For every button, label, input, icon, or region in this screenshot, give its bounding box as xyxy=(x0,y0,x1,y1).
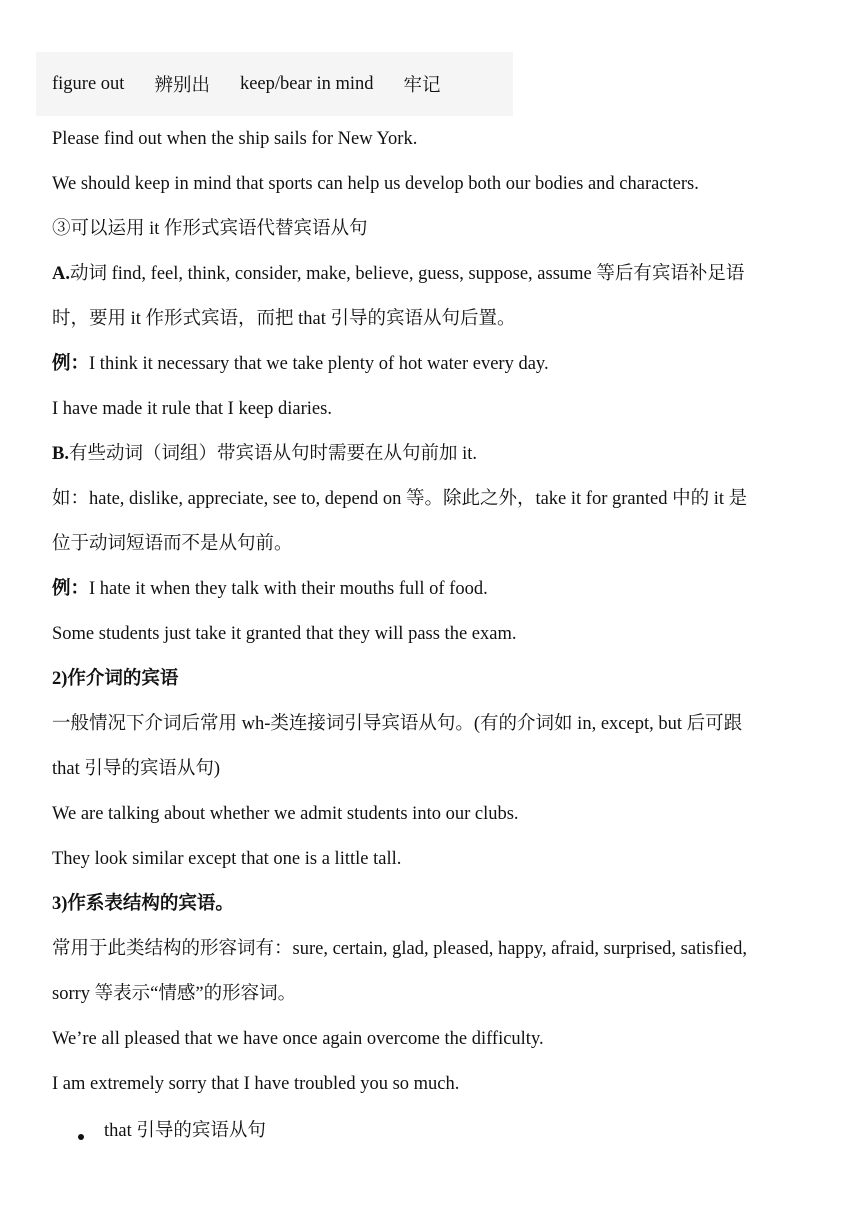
text-line xyxy=(52,667,822,691)
bold-label: 2)作介词的宾语 xyxy=(52,669,179,689)
text-line: ③可以运用 it 作形式宾语代替宾语从句 xyxy=(52,219,368,239)
bold-label: 3)作系表结构的宾语。 xyxy=(52,894,234,914)
text-line: 常用于此类结构的形容词有：sure, certain, glad, pleased, happy, afraid, surprised, satisfied, xyxy=(52,939,747,959)
text-line: 一般情况下介词后常用 wh-类连接词引导宾语从句。(有的介词如 in, except, but 后可跟 xyxy=(52,714,743,734)
text-line: We are talking about whether we admit students into our clubs. xyxy=(52,804,519,824)
text-line: We should keep in mind that sports can help us develop both our bodies and characters. xyxy=(52,174,699,194)
phrase-en-2: keep/bear in mind xyxy=(239,73,374,94)
text-line: 如：hate, dislike, appreciate, see to, depend on 等。除此之外，take it for granted 中的 it 是 xyxy=(52,489,748,509)
bold-label: 例： xyxy=(52,579,90,599)
phrase-en-1: figure out xyxy=(52,73,125,94)
bold-label: A. xyxy=(52,264,70,284)
text-line xyxy=(52,892,822,916)
text-line: 例：I hate it when they talk with their mouths full of food. xyxy=(52,579,488,599)
bullet-item: that 引导的宾语从句 xyxy=(104,1121,266,1141)
text-line: Please find out when the ship sails for New York. xyxy=(52,129,418,149)
text-line: We’re all pleased that we have once again overcome the difficulty. xyxy=(52,1029,544,1049)
text-line: 时，要用 it 作形式宾语，而把 that 引导的宾语从句后置。 xyxy=(52,309,516,329)
text-line: B.有些动词（词组）带宾语从句时需要在从句前加 it. xyxy=(52,444,478,464)
text-line: 例：I think it necessary that we take plenty of hot water every day. xyxy=(52,354,549,374)
text-line: 位于动词短语而不是从句前。 xyxy=(52,534,293,554)
phrase-box xyxy=(36,52,513,116)
text-line: I have made it rule that I keep diaries. xyxy=(52,399,332,419)
text-line: A.动词 find, feel, think, consider, make, believe, guess, suppose, assume 等后有宾语补足语 xyxy=(52,264,745,284)
text-line: that 引导的宾语从句) xyxy=(52,759,221,779)
text-line: They look similar except that one is a little tall. xyxy=(52,849,402,869)
bold-label: B. xyxy=(52,444,69,464)
text-line: sorry 等表示“情感”的形容词。 xyxy=(52,984,297,1004)
phrase-cn-1: 辨别出 xyxy=(154,76,210,96)
phrase-cn-2: 牢记 xyxy=(403,76,441,96)
bullet-icon xyxy=(78,1134,84,1140)
text-line: Some students just take it granted that they will pass the exam. xyxy=(52,624,517,644)
text-line: I am extremely sorry that I have troubled you so much. xyxy=(52,1074,460,1094)
bold-label: 例： xyxy=(52,354,90,374)
